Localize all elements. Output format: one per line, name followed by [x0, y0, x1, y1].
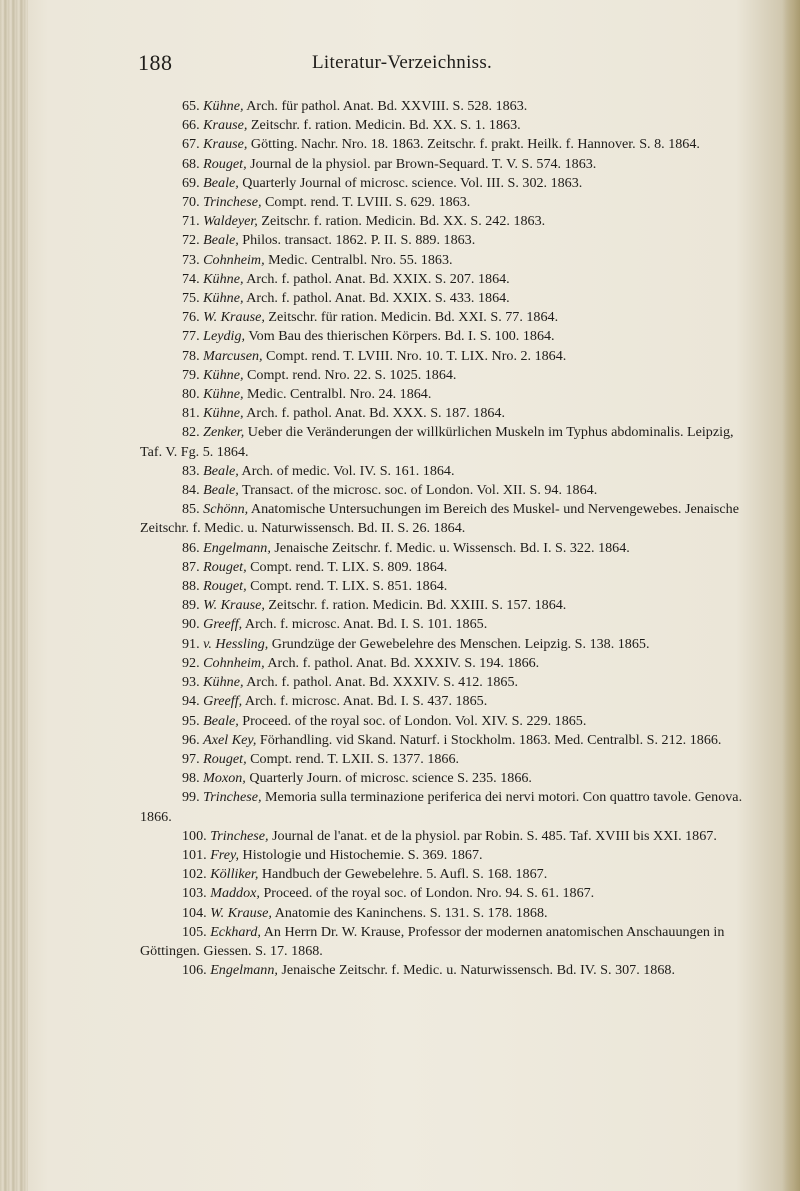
reference-number: 79.: [182, 366, 200, 383]
reference-number: 73.: [182, 251, 200, 268]
reference-text: Anatomie des Kaninchens. S. 131. S. 178. 1868.: [271, 904, 548, 921]
reference-entry: [140, 289, 748, 308]
reference-entry: [140, 308, 748, 327]
reference-author: Trinchese,: [203, 194, 262, 211]
reference-number: 91.: [182, 635, 200, 652]
reference-number: 77.: [182, 328, 200, 345]
reference-number: 97.: [182, 750, 200, 767]
reference-text: Journal de la physiol. par Brown-Sequard. T. V. S. 574. 1863.: [246, 155, 597, 172]
reference-text: Compt. rend. T. LIX. S. 809. 1864.: [246, 558, 448, 575]
reference-author: Kölliker,: [210, 866, 259, 883]
book-spine: [0, 0, 28, 1191]
reference-entry: [140, 212, 748, 231]
reference-text: Anatomische Untersuchungen im Bereich des Muskel- und Nervengewebes. Jenaische Zeitschr. f. Medic. u. Naturwissensch. Bd. II. S. 26. 1864.: [140, 501, 739, 537]
reference-entry: [140, 558, 748, 577]
reference-text: Compt. rend. Nro. 22. S. 1025. 1864.: [243, 366, 457, 383]
reference-number: 87.: [182, 558, 200, 575]
reference-author: Krause,: [203, 136, 248, 153]
reference-number: 68.: [182, 155, 200, 172]
reference-number: 106.: [182, 962, 207, 979]
reference-author: Cohnheim,: [203, 654, 265, 671]
reference-entry: [140, 481, 748, 500]
reference-number: 102.: [182, 866, 207, 883]
reference-author: Cohnheim,: [203, 251, 265, 268]
reference-text: Zeitschr. f. ration. Medicin. Bd. XXIII. S. 157. 1864.: [264, 597, 567, 614]
reference-text: Quarterly Journ. of microsc. science S. 235. 1866.: [245, 770, 532, 787]
reference-author: Moxon,: [203, 770, 246, 787]
reference-text: Journal de l'anat. et de la physiol. par Robin. S. 485. Taf. XVIII bis XXI. 1867.: [268, 827, 717, 844]
reference-number: 74.: [182, 270, 200, 287]
reference-entry: [140, 116, 748, 135]
reference-author: Engelmann,: [203, 539, 271, 556]
reference-entry: [140, 500, 748, 538]
reference-number: 85.: [182, 501, 200, 518]
reference-text: Arch. f. microsc. Anat. Bd. I. S. 101. 1865.: [242, 616, 488, 633]
reference-text: Jenaische Zeitschr. f. Medic. u. Wissensch. Bd. I. S. 322. 1864.: [270, 539, 630, 556]
reference-text: Arch. of medic. Vol. IV. S. 161. 1864.: [238, 462, 455, 479]
reference-author: W. Krause,: [210, 904, 272, 921]
reference-entry: [140, 155, 748, 174]
reference-entry: [140, 270, 748, 289]
reference-text: Medic. Centralbl. Nro. 24. 1864.: [243, 386, 432, 403]
reference-text: An Herrn Dr. W. Krause, Professor der modernen anatomischen Anschauungen in Göttingen. Giessen. S. 17. 1868.: [140, 923, 725, 959]
reference-author: Leydig,: [203, 328, 246, 345]
reference-number: 78.: [182, 347, 200, 364]
reference-entry: [140, 577, 748, 596]
reference-author: Kühne,: [203, 290, 244, 307]
reference-text: Zeitschr. für ration. Medicin. Bd. XXI. S. 77. 1864.: [264, 309, 559, 326]
reference-text: Handbuch der Gewebelehre. 5. Aufl. S. 168. 1867.: [258, 866, 548, 883]
reference-text: Zeitschr. f. ration. Medicin. Bd. XX. S. 242. 1863.: [257, 213, 546, 230]
reference-text: Compt. rend. T. LXII. S. 1377. 1866.: [246, 750, 460, 767]
reference-number: 103.: [182, 885, 207, 902]
reference-entry: [140, 231, 748, 250]
reference-number: 88.: [182, 578, 200, 595]
reference-author: Greeff,: [203, 616, 243, 633]
reference-entry: [140, 750, 748, 769]
reference-author: Kühne,: [203, 270, 244, 287]
reference-text: Vom Bau des thierischen Körpers. Bd. I. S. 100. 1864.: [245, 328, 555, 345]
reference-number: 101.: [182, 846, 207, 863]
reference-text: Götting. Nachr. Nro. 18. 1863. Zeitschr. f. prakt. Heilk. f. Hannover. S. 8. 1864.: [247, 136, 700, 153]
reference-list: [140, 97, 748, 980]
running-title: Literatur-Verzeichniss.: [312, 52, 493, 73]
reference-author: Beale,: [203, 712, 239, 729]
reference-entry: [140, 692, 748, 711]
reference-author: Waldeyer,: [203, 213, 258, 230]
reference-entry: [140, 596, 748, 615]
reference-entry: [140, 135, 748, 154]
reference-text: Förhandling. vid Skand. Naturf. i Stockholm. 1863. Med. Centralbl. S. 212. 1866.: [256, 731, 722, 748]
page-edge: [782, 0, 800, 1191]
reference-number: 93.: [182, 674, 200, 691]
reference-number: 90.: [182, 616, 200, 633]
reference-entry: [140, 97, 748, 116]
reference-entry: [140, 923, 748, 961]
reference-author: W. Krause,: [203, 309, 265, 326]
reference-author: Rouget,: [203, 750, 247, 767]
reference-entry: [140, 539, 748, 558]
reference-author: Marcusen,: [203, 347, 263, 364]
reference-author: Trinchese,: [203, 789, 262, 806]
reference-author: Greeff,: [203, 693, 243, 710]
reference-number: 76.: [182, 309, 200, 326]
reference-number: 98.: [182, 770, 200, 787]
reference-entry: [140, 884, 748, 903]
reference-number: 99.: [182, 789, 200, 806]
reference-author: Frey,: [210, 846, 240, 863]
reference-number: 70.: [182, 194, 200, 211]
reference-entry: [140, 193, 748, 212]
reference-entry: [140, 865, 748, 884]
reference-number: 65.: [182, 98, 200, 114]
reference-entry: [140, 654, 748, 673]
reference-entry: [140, 731, 748, 750]
reference-entry: [140, 673, 748, 692]
reference-author: Eckhard,: [210, 923, 261, 940]
reference-entry: [140, 462, 748, 481]
reference-entry: [140, 635, 748, 654]
reference-number: 69.: [182, 174, 200, 191]
reference-text: Proceed. of the royal soc. of London. Nro. 94. S. 61. 1867.: [259, 885, 595, 902]
reference-text: Memoria sulla terminazione periferica dei nervi motori. Con quattro tavole. Genova. 1866.: [140, 789, 743, 825]
reference-entry: [140, 385, 748, 404]
reference-author: Kühne,: [203, 366, 244, 383]
reference-number: 100.: [182, 827, 207, 844]
page-number: 188: [138, 50, 173, 75]
reference-author: Beale,: [203, 174, 239, 191]
reference-text: Arch. f. pathol. Anat. Bd. XXIX. S. 207. 1864.: [243, 270, 510, 287]
reference-text: Arch. f. microsc. Anat. Bd. I. S. 437. 1865.: [242, 693, 488, 710]
reference-entry: [140, 347, 748, 366]
reference-number: 105.: [182, 923, 207, 940]
reference-text: Arch. f. pathol. Anat. Bd. XXXIV. S. 412. 1865.: [243, 674, 519, 691]
reference-number: 83.: [182, 462, 200, 479]
reference-author: Rouget,: [203, 578, 247, 595]
reference-author: Rouget,: [203, 155, 247, 172]
reference-number: 66.: [182, 117, 200, 134]
reference-entry: [140, 961, 748, 980]
reference-text: Arch. f. pathol. Anat. Bd. XXIX. S. 433. 1864.: [243, 290, 510, 307]
reference-entry: [140, 251, 748, 270]
reference-number: 81.: [182, 405, 200, 422]
reference-text: Compt. rend. T. LVIII. Nro. 10. T. LIX. Nro. 2. 1864.: [262, 347, 567, 364]
reference-number: 95.: [182, 712, 200, 729]
reference-author: W. Krause,: [203, 597, 265, 614]
reference-entry: [140, 712, 748, 731]
reference-text: Grundzüge der Gewebelehre des Menschen. Leipzig. S. 138. 1865.: [268, 635, 650, 652]
reference-entry: [140, 827, 748, 846]
reference-text: Compt. rend. T. LVIII. S. 629. 1863.: [261, 194, 471, 211]
reference-entry: [140, 327, 748, 346]
reference-number: 72.: [182, 232, 200, 249]
reference-number: 92.: [182, 654, 200, 671]
reference-author: Krause,: [203, 117, 248, 134]
reference-number: 80.: [182, 386, 200, 403]
reference-author: Axel Key,: [203, 731, 257, 748]
reference-author: Engelmann,: [210, 962, 278, 979]
reference-text: Arch. für pathol. Anat. Bd. XXVIII. S. 528. 1863.: [243, 98, 528, 114]
reference-author: Zenker,: [203, 424, 245, 441]
reference-number: 96.: [182, 731, 200, 748]
reference-text: Transact. of the microsc. soc. of London. Vol. XII. S. 94. 1864.: [238, 482, 598, 499]
reference-number: 84.: [182, 482, 200, 499]
reference-entry: [140, 846, 748, 865]
reference-number: 82.: [182, 424, 200, 441]
reference-author: Schönn,: [203, 501, 249, 518]
page-header: [138, 50, 538, 80]
reference-number: 104.: [182, 904, 207, 921]
reference-text: Philos. transact. 1862. P. II. S. 889. 1863.: [238, 232, 476, 249]
reference-text: Ueber die Veränderungen der willkürlichen Muskeln im Typhus abdominalis. Leipzig, Taf. V. Fg. 5. 1864.: [140, 424, 734, 460]
reference-author: Beale,: [203, 232, 239, 249]
reference-text: Proceed. of the royal soc. of London. Vol. XIV. S. 229. 1865.: [238, 712, 587, 729]
reference-text: Histologie und Histochemie. S. 369. 1867.: [239, 846, 483, 863]
reference-text: Medic. Centralbl. Nro. 55. 1863.: [264, 251, 453, 268]
reference-entry: [140, 769, 748, 788]
reference-author: Kühne,: [203, 98, 244, 114]
reference-author: Beale,: [203, 482, 239, 499]
reference-author: v. Hessling,: [203, 635, 269, 652]
reference-author: Kühne,: [203, 674, 244, 691]
reference-number: 94.: [182, 693, 200, 710]
reference-number: 75.: [182, 290, 200, 307]
reference-text: Arch. f. pathol. Anat. Bd. XXX. S. 187. 1864.: [243, 405, 505, 422]
reference-entry: [140, 404, 748, 423]
reference-author: Beale,: [203, 462, 239, 479]
reference-number: 89.: [182, 597, 200, 614]
reference-text: Compt. rend. T. LIX. S. 851. 1864.: [246, 578, 448, 595]
reference-author: Trinchese,: [210, 827, 269, 844]
reference-entry: [140, 423, 748, 461]
reference-entry: [140, 615, 748, 634]
reference-text: Jenaische Zeitschr. f. Medic. u. Naturwissensch. Bd. IV. S. 307. 1868.: [277, 962, 675, 979]
reference-entry: [140, 788, 748, 826]
reference-entry: [140, 174, 748, 193]
reference-author: Kühne,: [203, 405, 244, 422]
reference-number: 71.: [182, 213, 200, 230]
reference-author: Kühne,: [203, 386, 244, 403]
reference-author: Maddox,: [210, 885, 260, 902]
reference-text: Zeitschr. f. ration. Medicin. Bd. XX. S. 1. 1863.: [247, 117, 521, 134]
reference-entry: [140, 904, 748, 923]
reference-text: Arch. f. pathol. Anat. Bd. XXXIV. S. 194. 1866.: [264, 654, 540, 671]
reference-text: Quarterly Journal of microsc. science. Vol. III. S. 302. 1863.: [238, 174, 583, 191]
reference-number: 67.: [182, 136, 200, 153]
reference-number: 86.: [182, 539, 200, 556]
reference-entry: [140, 366, 748, 385]
reference-author: Rouget,: [203, 558, 247, 575]
